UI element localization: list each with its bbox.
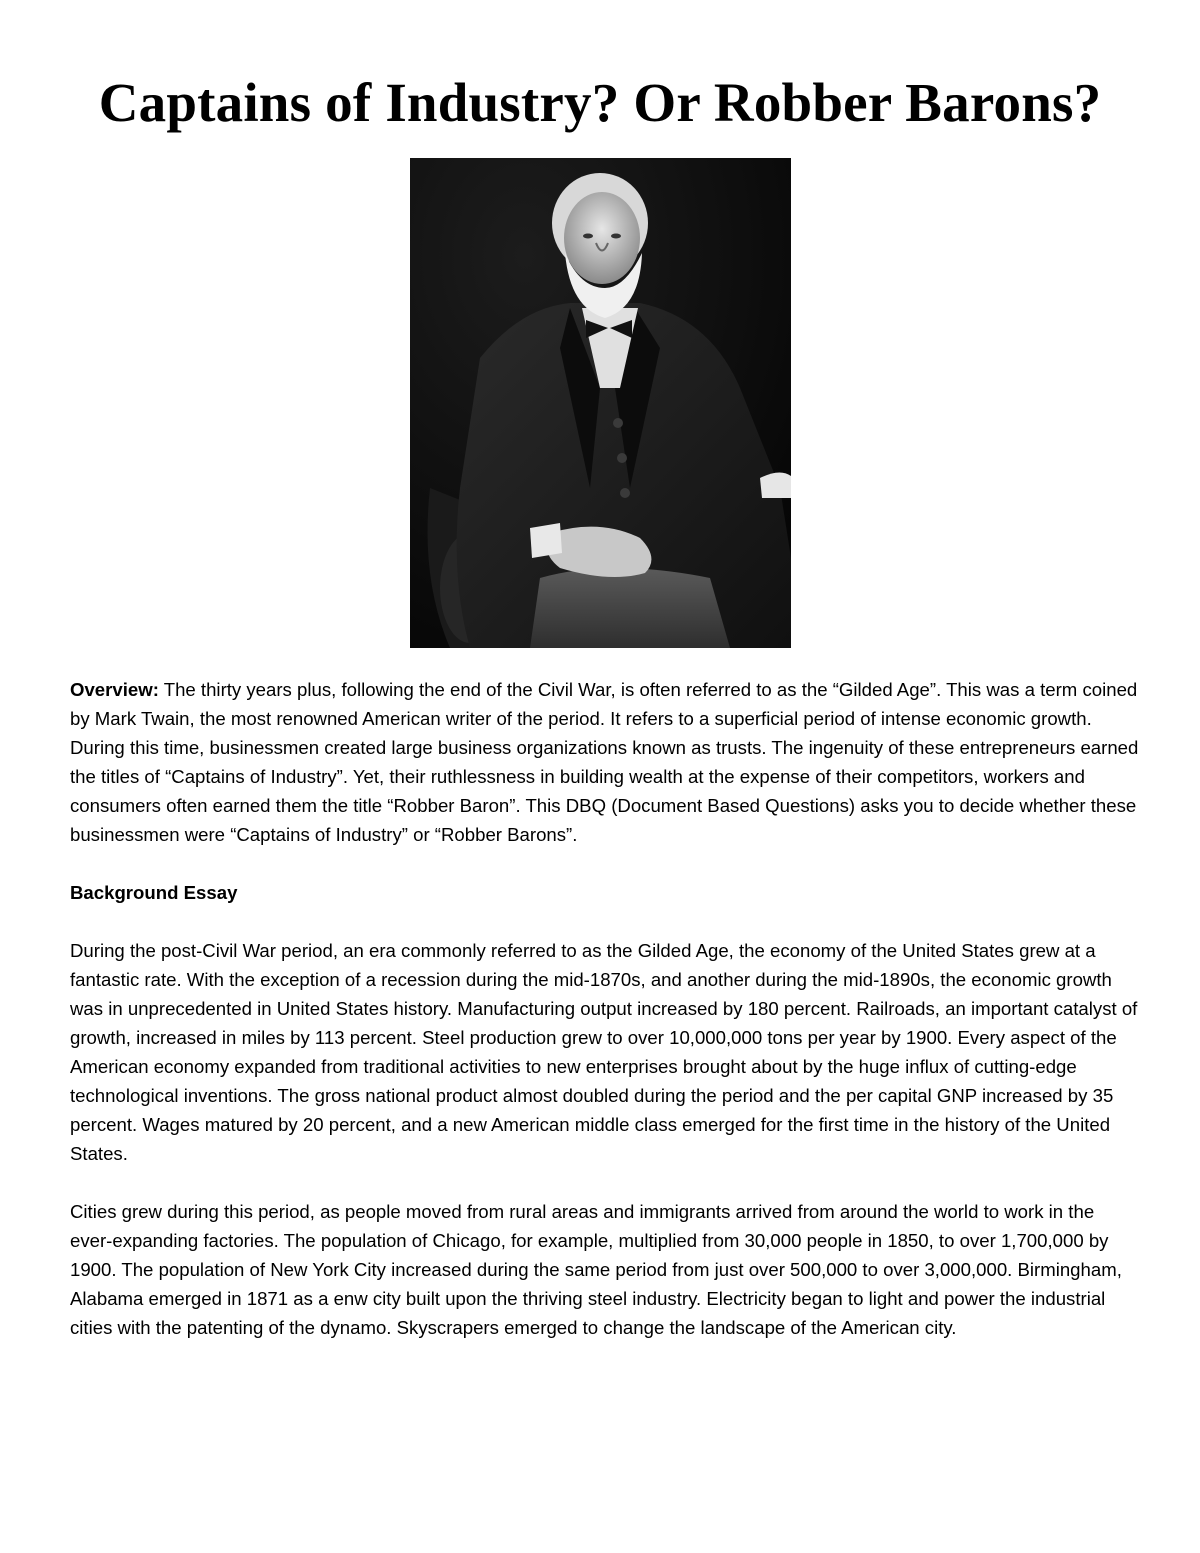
overview-text: The thirty years plus, following the end of the Civil War, is often referred to as the “Gilded Age”. This was a term coined by Mark Twain, the most renowned American writer of the period. It refers to a superficial period of intense economic growth. During this time, businessmen created large business organizations known as trusts. The ingenuity of these entrepreneurs earned the titles of “Captains of Industry”. Yet, their ruthlessness in building wealth at the expense of their competitors, workers and consumers often earned them the title “Robber Baron”. This DBQ (Document Based Questions) asks you to decide whether these businessmen were “Captains of Industry” or “Robber Barons”. (70, 679, 1139, 845)
portrait-photo (410, 158, 791, 648)
overview-label: Overview: (70, 679, 159, 700)
page-title: Captains of Industry? Or Robber Barons? (98, 72, 1102, 133)
section-heading-background: Background Essay (70, 882, 238, 903)
document-body (70, 675, 1140, 1371)
background-paragraph-2: Cities grew during this period, as people moved from rural areas and immigrants arrived from around the world to work in the ever-expanding factories. The population of Chicago, for example, multiplied from 30,000 people in 1850, to over 1,700,000 by 1900. The population of New York City increased during the same period from just over 500,000 to over 3,000,000. Birmingham, Alabama emerged in 1871 as a enw city built upon the thriving steel industry. Electricity began to light and power the industrial cities with the patenting of the dynamo. Skyscrapers emerged to change the landscape of the American city. (70, 1201, 1122, 1338)
background-paragraph-1: During the post-Civil War period, an era commonly referred to as the Gilded Age, the economy of the United States grew at a fantastic rate. With the exception of a recession during the mid-1870s, and another during the mid-1890s, the economic growth was in unprecedented in United States history. Manufacturing output increased by 180 percent. Railroads, an important catalyst of growth, increased in miles by 113 percent. Steel production grew to over 10,000,000 tons per year by 1900. Every aspect of the American economy expanded from traditional activities to new enterprises brought about by the huge influx of cutting-edge technological inventions. The gross national product almost doubled during the period and the per capital GNP increased by 35 percent. Wages matured by 20 percent, and a new American middle class emerged for the first time in the history of the United States. (70, 940, 1138, 1164)
overview-paragraph (70, 675, 1140, 849)
